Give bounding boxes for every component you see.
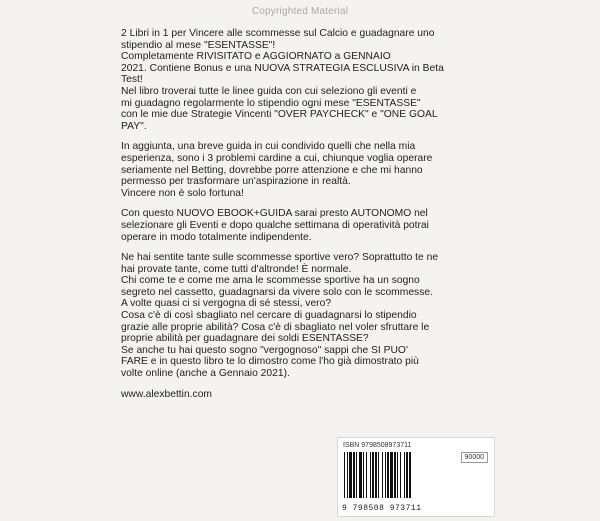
text-line: seriamente nel Betting, dovrebbe porre attenzione e che mi hanno bbox=[121, 164, 423, 176]
isbn-barcode bbox=[337, 437, 495, 517]
paragraph-intro bbox=[121, 28, 493, 132]
website-url: www.alexbettin.com bbox=[121, 388, 212, 400]
paragraph-ebook bbox=[121, 208, 493, 243]
text-line: hai provate tante, come tutti d'altronde! È normale. bbox=[121, 263, 352, 275]
text-line: Se anche tu hai questo sogno "vergognoso" sappi che SI PUO' bbox=[121, 344, 408, 356]
text-line: Chi come te e come me ama le scommesse sportive ha un sogno bbox=[121, 275, 420, 287]
text-line: FARE e in questo libro te lo dimostro come l'ho già dimostrato più bbox=[121, 356, 419, 368]
text-line: In aggiunta, una breve guida in cui condivido quelli che nella mia bbox=[121, 141, 416, 153]
text-line: permesso per trasformare un'aspirazione in realtà. bbox=[121, 176, 351, 188]
text-line: Test! bbox=[121, 74, 143, 86]
text-line: 2021. Contiene Bonus e una NUOVA STRATEGIA ESCLUSIVA in Beta bbox=[121, 62, 444, 74]
text-line: volte online (anche a Gennaio 2021). bbox=[121, 368, 290, 380]
barcode-icon bbox=[344, 452, 448, 500]
copyright-watermark: Copyrighted Material bbox=[251, 6, 349, 17]
text-line: grazie alle proprie abilità? Cosa c'è di sbagliato nel voler sfruttare le bbox=[121, 321, 430, 333]
text-line: esperienza, sono i 3 problemi cardine a cui, chiunque voglia operare bbox=[121, 152, 433, 164]
text-line: Ne hai sentite tante sulle scommesse sportive vero? Soprattutto te ne bbox=[121, 252, 439, 264]
text-line: con le mie due Strategie Vincenti "OVER PAYCHECK" e "ONE GOAL bbox=[121, 109, 438, 121]
text-line: Con questo NUOVO EBOOK+GUIDA sarai presto AUTONOMO nel bbox=[121, 208, 428, 220]
text-line: mi guadagno regolarmente lo stipendio ogni mese "ESENTASSE" bbox=[121, 97, 421, 109]
text-line: operare in modo totalmente indipendente. bbox=[121, 231, 312, 243]
text-line: segreto nel cassetto, guadagnarsi da vivere solo con le scommesse. bbox=[121, 286, 433, 298]
text-line: Nel libro troverai tutte le linee guida con cui seleziono gli eventi e bbox=[121, 85, 417, 97]
isbn-digits: 9 798508 973711 bbox=[342, 504, 422, 513]
text-line: proprie abilità per guadagnare dei soldi ESENTASSE? bbox=[121, 333, 369, 345]
text-line: Completamente RIVISITATO e AGGIORNATO a GENNAIO bbox=[121, 51, 391, 63]
text-line: A volte quasi ci si vergogna di sé stessi, vero? bbox=[121, 298, 332, 310]
text-line: PAY". bbox=[121, 120, 147, 132]
text-line: 2 Libri in 1 per Vincere alle scommesse sul Calcio e guadagnare uno bbox=[121, 28, 435, 39]
text-line: stipendio al mese "ESENTASSE"! bbox=[121, 39, 276, 51]
text-line: Vincere non è solo fortuna! bbox=[121, 187, 244, 199]
paragraph-guide bbox=[121, 141, 493, 199]
text-line: selezionare gli Eventi e dopo qualche settimana di operatività potrai bbox=[121, 219, 429, 231]
isbn-label: ISBN 9798508973711 bbox=[343, 442, 412, 449]
text-line: Cosa c'è di così sbagliato nel cercare di guadagnarsi lo stipendio bbox=[121, 310, 417, 322]
price-code: 90000 bbox=[461, 452, 488, 463]
cover-description bbox=[121, 28, 493, 400]
paragraph-dream bbox=[121, 252, 493, 380]
